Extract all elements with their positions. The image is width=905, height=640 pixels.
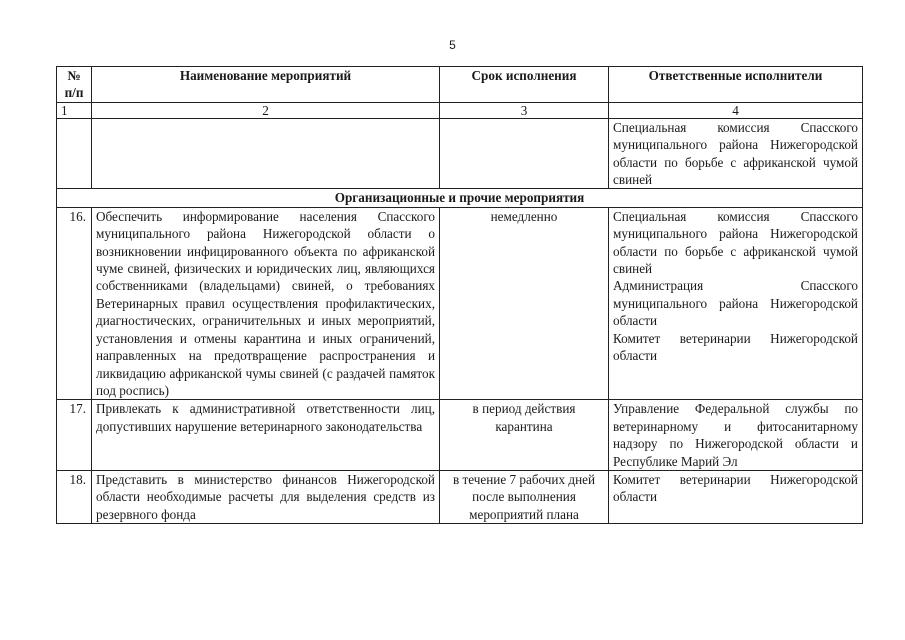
row-number: 18.: [57, 470, 92, 523]
event-term: в период действия карантина: [440, 400, 609, 471]
cell-empty: [92, 118, 440, 189]
column-number: 4: [609, 102, 863, 118]
section-title: Организационные и прочие мероприятия: [57, 189, 863, 207]
responsible-cell: [609, 470, 863, 523]
responsible-entry: Управление Федеральной службы по ветеринарному и фитосанитарному надзору по Нижегородской области и Республике Марий Эл: [613, 401, 858, 469]
event-name-text: Представить в министерство финансов Нижегородской области необходимые расчеты для выделения средств из резервного фонда: [96, 471, 435, 522]
header-num: № п/п: [57, 67, 92, 103]
event-name: [92, 470, 440, 523]
header-responsible: Ответственные исполнители: [609, 67, 863, 103]
responsible-cell: [609, 400, 863, 471]
cell-empty: [57, 118, 92, 189]
section-row: [57, 189, 863, 207]
header-name: Наименование мероприятий: [92, 67, 440, 103]
events-table: [56, 66, 863, 524]
table-row: [57, 470, 863, 523]
table-row: [57, 207, 863, 399]
column-number: 1: [57, 102, 92, 118]
event-term: немедленно: [440, 207, 609, 399]
column-number: 3: [440, 102, 609, 118]
header-term: Срок исполнения: [440, 67, 609, 103]
row-number: 16.: [57, 207, 92, 399]
responsible-entry: Комитет ветеринарии Нижегородской области: [613, 471, 858, 505]
event-term: в течение 7 рабочих дней после выполнения мероприятий плана: [440, 470, 609, 523]
responsible-cell: Специальная комиссия Спасского муниципального района Нижегородской области по борьбе с африканской чумой свиней: [609, 118, 863, 189]
responsible-entry: Специальная комиссия Спасского муниципального района Нижегородской области по борьбе с африканской чумой свиней: [613, 208, 858, 277]
column-numbers-row: [57, 102, 863, 118]
responsible-cell: [609, 207, 863, 399]
table-row: [57, 118, 863, 189]
event-name: Обеспечить информирование населения Спасского муниципального района Нижегородской области о возникновении инфицированного объекта по африканской чуме свиней, физических и юридических лиц, являющихся собственниками (владельцами) свиней, о требованиях Ветеринарных правил осуществления профилактических, диагностических, ограничительных и иных мероприятий, установления и отмены карантина и иных ограничений, направленных на предотвращение распространения и ликвидацию африканской чумы свиней (с раздачей памяток под роспись): [92, 207, 440, 399]
event-name: Привлекать к административной ответственности лиц, допустивших нарушение ветеринарного законодательства: [92, 400, 440, 471]
responsible-entry: Комитет ветеринарии Нижегородской области: [613, 330, 858, 364]
page-number: 5: [449, 38, 456, 52]
cell-empty: [440, 118, 609, 189]
column-number: 2: [92, 102, 440, 118]
responsible-entry: Администрация Спасского муниципального района Нижегородской области: [613, 278, 858, 329]
table-header-row: [57, 67, 863, 103]
row-number: 17.: [57, 400, 92, 471]
table-row: [57, 400, 863, 471]
